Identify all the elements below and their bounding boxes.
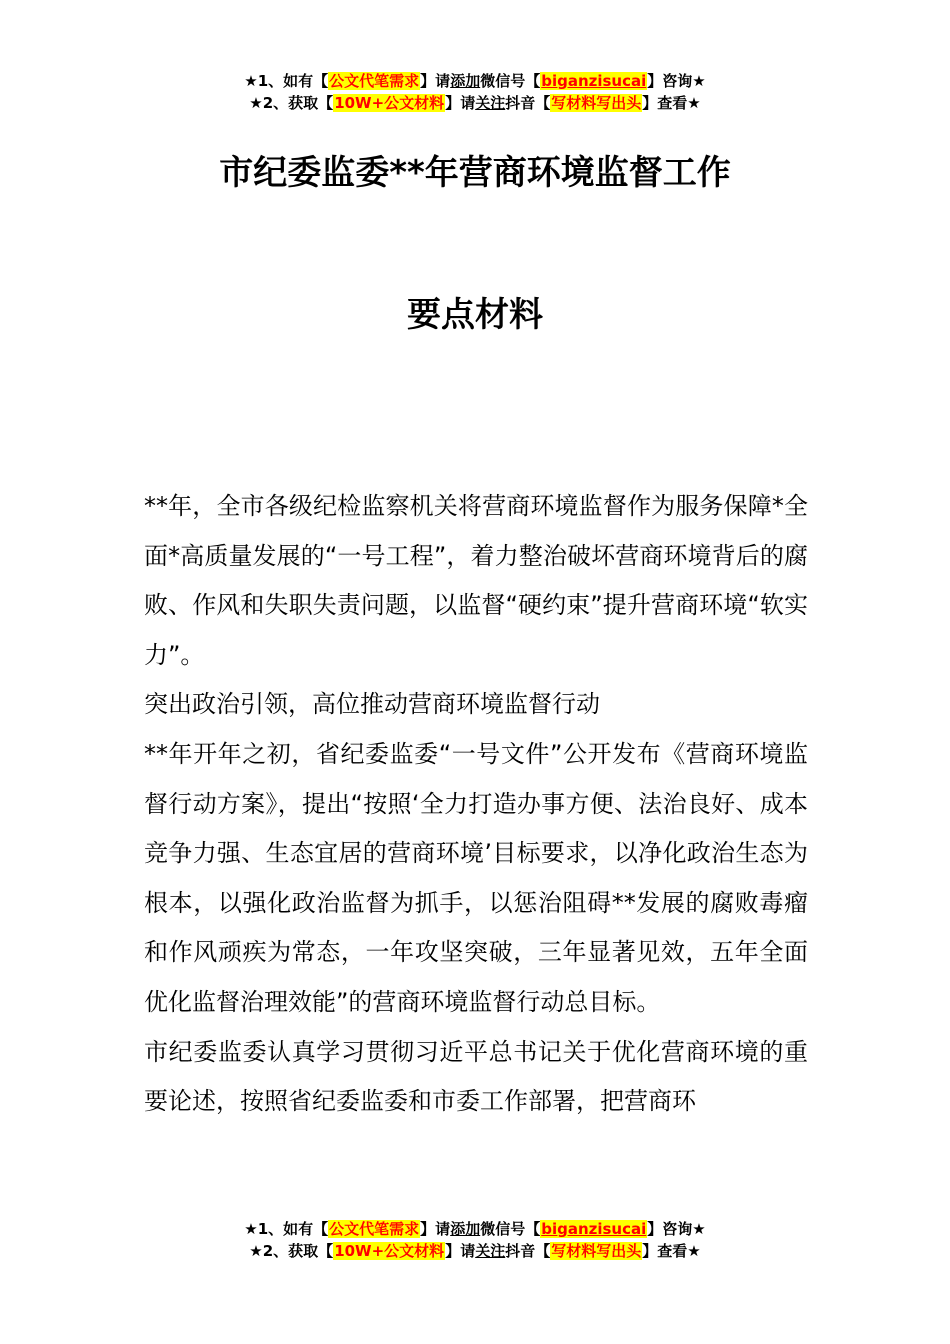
banner-emphasis: 添加 xyxy=(450,1220,481,1238)
banner-text: ★2、获取【 xyxy=(249,1242,334,1260)
banner-text: 】请 xyxy=(420,1220,451,1238)
banner-text: 】查看★ xyxy=(642,1242,701,1260)
body-paragraph: **年，全市各级纪检监察机关将营商环境监督作为服务保障*全面*高质量发展的“一号工程”，着力整治破坏营商环境背后的腐败、作风和失职失责问题，以监督“硬约束”提升营商环境“软实力”。 xyxy=(144,492,808,669)
body-paragraph: 市纪委监委认真学习贯彻习近平总书记关于优化营商环境的重要论述，按照省纪委监委和市委工作部署，把营商环 xyxy=(144,1037,808,1116)
section-heading: 突出政治引领，高位推动营商环境监督行动 xyxy=(144,690,600,719)
banner-highlight: 公文代笔需求 xyxy=(329,1220,420,1238)
banner-text: 】请 xyxy=(445,1242,476,1260)
banner-highlight: 公文代笔需求 xyxy=(329,72,420,90)
banner-text: 】咨询★ xyxy=(647,1220,706,1238)
banner-highlight: 写材料写出头 xyxy=(551,1242,642,1260)
banner-highlight: biganzisucai xyxy=(541,1220,647,1238)
banner-text: 】请 xyxy=(420,72,451,90)
banner-text: ★2、获取【 xyxy=(249,94,334,112)
banner-highlight: 10W+公文材料 xyxy=(334,94,445,112)
banner-text: 】咨询★ xyxy=(647,72,706,90)
banner-text: 抖音【 xyxy=(505,94,551,112)
banner-emphasis: 添加 xyxy=(450,72,481,90)
banner-line-1 xyxy=(0,1218,950,1240)
banner-line-2 xyxy=(0,1240,950,1262)
banner-text: ★1、如有【 xyxy=(244,1220,329,1238)
banner-text: 微信号【 xyxy=(480,1220,541,1238)
banner-emphasis: 关注 xyxy=(475,94,506,112)
banner-highlight: biganzisucai xyxy=(541,72,647,90)
document-title-line-1: 市纪委监委**年营商环境监督工作 xyxy=(219,153,731,193)
banner-line-1 xyxy=(0,70,950,92)
banner-text: 抖音【 xyxy=(505,1242,551,1260)
banner-highlight: 10W+公文材料 xyxy=(334,1242,445,1260)
banner-highlight: 写材料写出头 xyxy=(551,94,642,112)
banner-text: 微信号【 xyxy=(480,72,541,90)
body-paragraph: **年开年之初，省纪委监委“一号文件”公开发布《营商环境监督行动方案》，提出“按照‘全力打造办事方便、法治良好、成本竞争力强、生态宜居的营商环境’目标要求，以净化政治生态为根本，以强化政治监督为抓手，以惩治阻碍**发展的腐败毒瘤和作风顽疾为常态，一年攻坚突破，三年显著见效，五年全面优化监督治理效能”的营商环境监督行动总目标。 xyxy=(144,739,808,1016)
document-body xyxy=(144,482,808,1127)
banner-line-2 xyxy=(0,92,950,114)
banner-text: 】请 xyxy=(445,94,476,112)
banner-text: ★1、如有【 xyxy=(244,72,329,90)
banner-emphasis: 关注 xyxy=(475,1242,506,1260)
footer-banner xyxy=(0,1218,950,1262)
banner-text: 】查看★ xyxy=(642,94,701,112)
header-banner xyxy=(0,70,950,114)
document-title-line-2: 要点材料 xyxy=(407,295,543,335)
